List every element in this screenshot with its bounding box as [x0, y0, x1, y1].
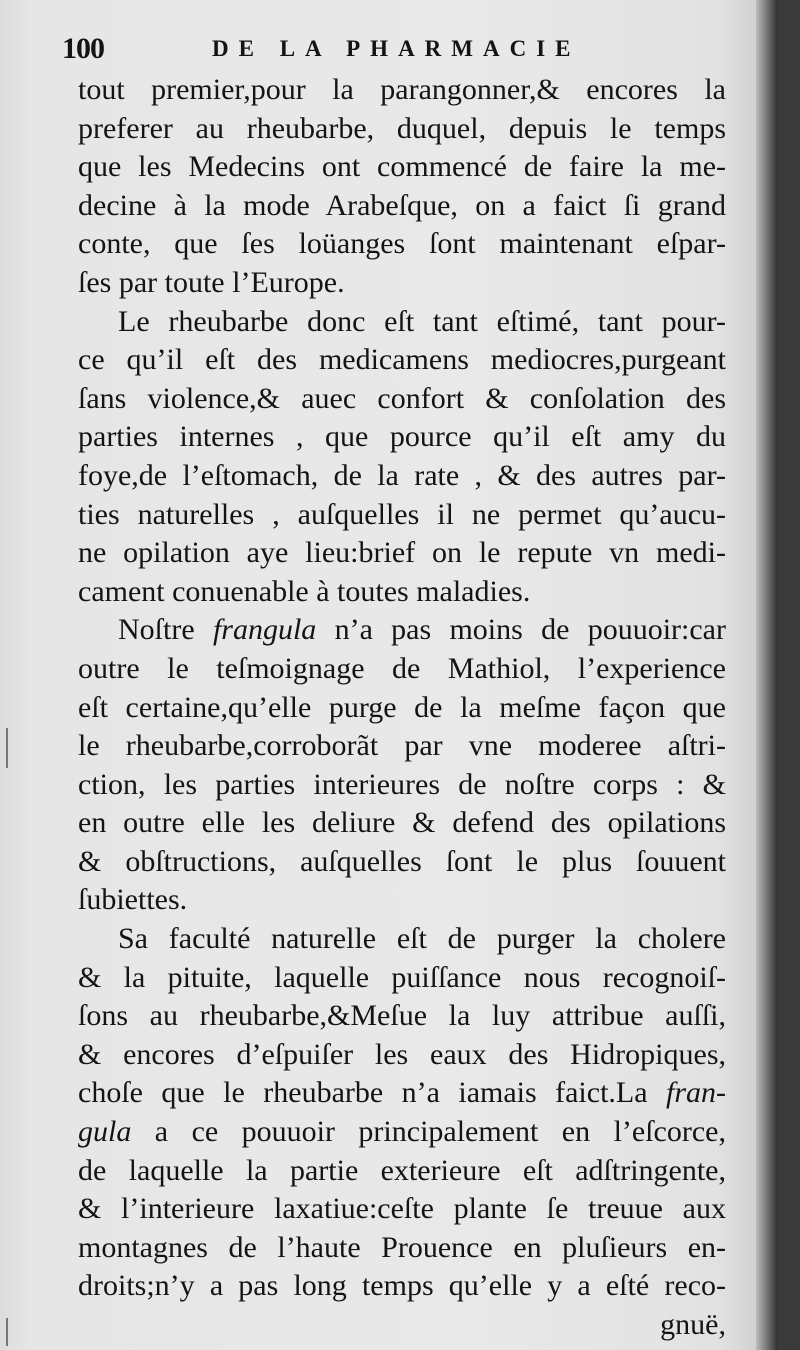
italic-term: gula [78, 1115, 132, 1149]
text-line: tout premier,pour la parangonner,& encores la [78, 73, 726, 106]
text-line: que les Medecins ont commencé de faire la me- [78, 150, 726, 184]
text-line: en outre elle les deliure & defend des opilations [78, 806, 726, 840]
text-line: & la pituite, laquelle puiſſance nous recognoiſ- [78, 960, 726, 994]
text-line: droits;n’y a pas long temps qu’elle y a eſté reco- [78, 1269, 726, 1303]
text-line: & l’interieure laxatiue:ceſte plante ſe treuue aux [78, 1192, 726, 1226]
margin-mark [6, 728, 8, 768]
text-run: a ce pouuoir principalement en l’eſcorce, [131, 1115, 726, 1149]
text-line: ſans violence,& auec confort & conſolation des [78, 381, 726, 415]
text-line: & encores d’eſpuiſer les eaux des Hidropiques, [78, 1037, 726, 1071]
text-line: ſons au rheubarbe,&Meſue la luy attribue auſſi, [78, 999, 726, 1033]
text-line [78, 1074, 726, 1113]
paragraph-start-line: Le rheubarbe donc eſt tant eſtimé, tant pour- [118, 304, 726, 338]
paragraph-start-line: Sa faculté naturelle eſt de purger la cholere [118, 922, 726, 956]
margin-mark [6, 1318, 8, 1346]
text-line: montagnes de l’haute Prouence en pluſieurs en- [78, 1230, 726, 1264]
text-line: foye,de l’eſtomach, de la rate , & des autres par- [78, 458, 726, 492]
text-line: ties naturelles , auſquelles il ne permet qu’aucu- [78, 497, 726, 531]
text-line: parties internes , que pource qu’il eſt amy du [78, 420, 726, 454]
text-line: preferer au rheubarbe, duquel, depuis le temps [78, 111, 726, 145]
catchword: gnuë, [660, 1308, 726, 1341]
italic-term: frangula [212, 613, 317, 647]
text-run: n’a pas moins de pouuoir:car [316, 613, 726, 647]
text-line [78, 1113, 726, 1152]
body-text [78, 71, 726, 1345]
text-line: ne opilation aye lieu:brief on le repute vn medi- [78, 536, 726, 570]
text-line: decine à la mode Arabeſque, on a faict ſi grand [78, 188, 726, 222]
text-run: Noſtre [118, 613, 213, 647]
text-line: eſt certaine,qu’elle purge de la meſme façon que [78, 690, 726, 724]
running-head: DE LA PHARMACIE [212, 36, 581, 61]
text-line: ſubiettes. [78, 883, 188, 917]
text-line: le rheubarbe,corroborãt par vne moderee aſtri- [78, 729, 726, 763]
text-line: ce qu’il eſt des medicamens mediocres,purgeant [78, 343, 726, 377]
text-line: outre le teſmoignage de Mathiol, l’experience [78, 651, 726, 685]
text-line: ction, les parties interieures de noſtre corps : & [78, 767, 726, 801]
page-edge-shadow [756, 0, 778, 1350]
text-line: cament conuenable à toutes maladies. [78, 574, 531, 608]
page-header [62, 32, 722, 68]
text-line: de laquelle la partie exterieure eſt adſtringente, [78, 1153, 726, 1187]
text-line: & obſtructions, auſquelles ſont le plus ſouuent [78, 844, 726, 878]
page-number: 100 [62, 32, 104, 65]
italic-term: fran- [666, 1076, 726, 1110]
text-run: choſe que le rheubarbe n’a iamais faict.La [78, 1076, 666, 1110]
paragraph-start-line [78, 611, 726, 650]
text-line: conte, que ſes loüanges ſont maintenant eſpar- [78, 227, 726, 261]
text-line: ſes par toute l’Europe. [78, 265, 345, 299]
